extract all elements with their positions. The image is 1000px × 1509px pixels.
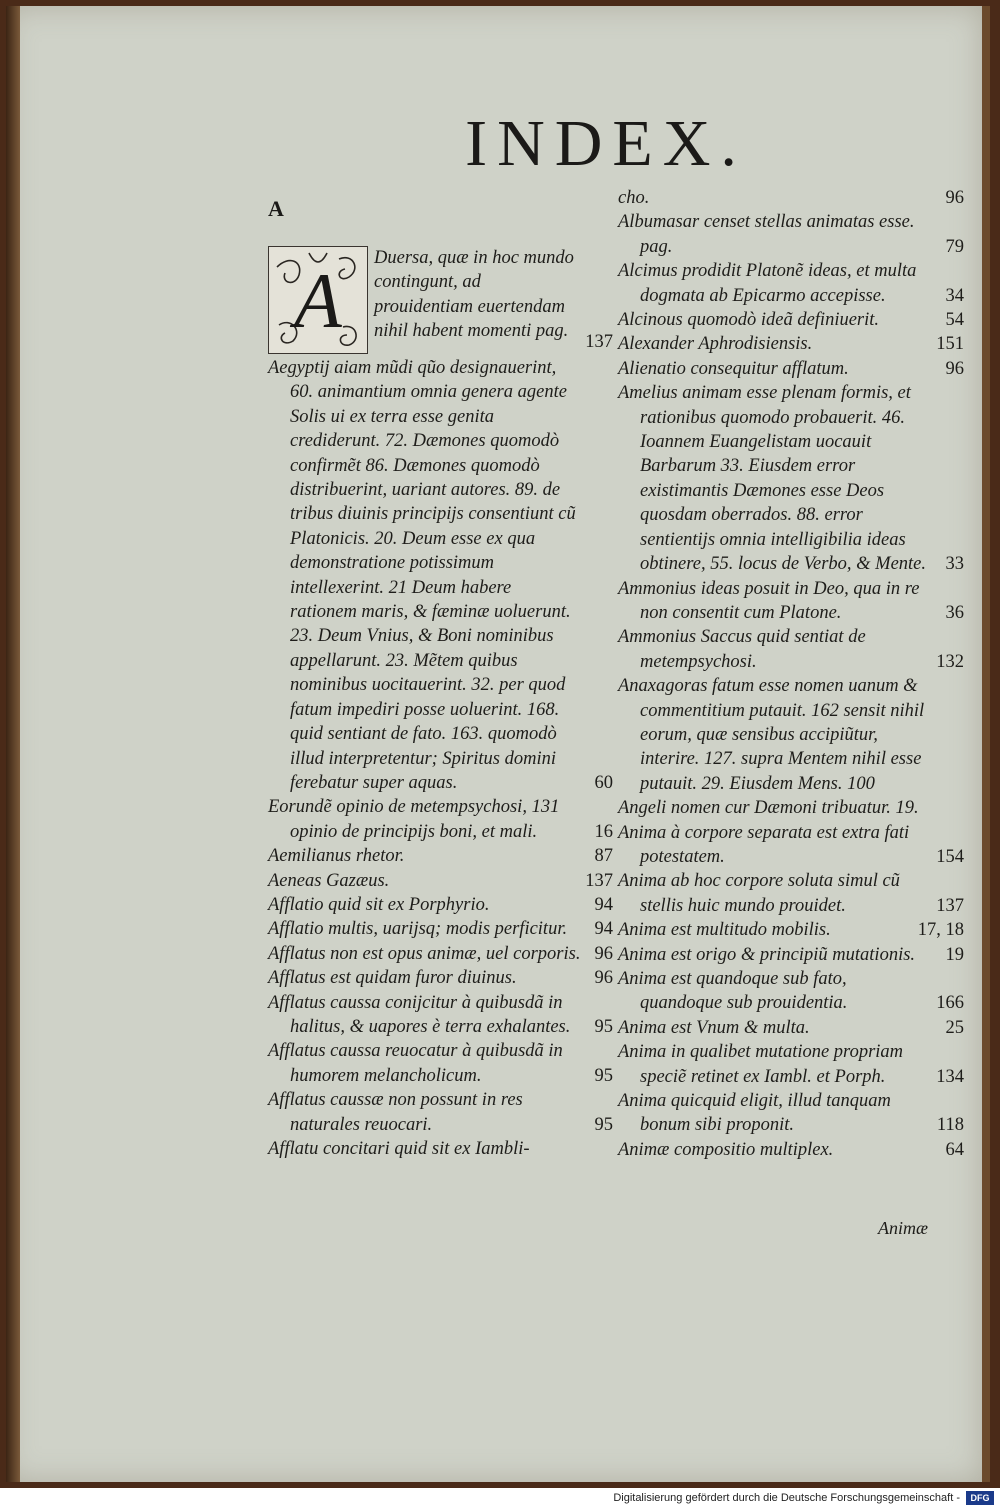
entry-text: Alcimus prodidit Platonẽ ideas, et multa dogmata ab Epicarmo accepisse. xyxy=(618,261,917,306)
index-entry xyxy=(618,796,964,820)
page-reference: 166 xyxy=(936,993,964,1014)
index-entry xyxy=(618,308,964,332)
entry-text: Anima ab hoc corpore soluta simul cũ stellis huic mundo prouidet. xyxy=(618,871,900,916)
index-entry xyxy=(268,795,613,844)
entry-text: Afflatio quid sit ex Porphyrio. xyxy=(268,894,490,915)
page-reference: 17, 18 xyxy=(917,920,964,941)
entry-text: Afflatus caussa reuocatur à quibusdã in humorem melancholicum. xyxy=(268,1041,563,1086)
left-entry-list xyxy=(268,356,613,1161)
initial-entry-block xyxy=(268,246,613,354)
page-reference: 16 xyxy=(594,821,613,842)
index-entry xyxy=(268,991,613,1040)
decorated-initial-icon xyxy=(268,246,368,354)
index-entry xyxy=(618,943,964,967)
entry-text: Aegyptij aiam mũdi qũo designauerint, 60. animantium omnia genera agente Solis ui ex terra esse genita crediderunt. 72. Dæmones quomodò confirmẽt 86. Dæmones quomodò distribuerint, uariant autores. 89. de tribus diuinis principijs consentiunt cũ Platonicis. 20. Deum esse ex qua demonstratione potissimum intellexerint. 21 Deum habere rationem maris, & fæminæ uoluerunt. 23. Deum Vnius, & Boni nominibus appellarunt. 23. Mẽtem quibus nominibus uocitauerint. 32. per quod fatum impediri posse uoluerint. 168. quid sentiant de fato. 163. quomodò illud interpretentur; Spiritus domini ferebatur super aquas. xyxy=(268,358,576,793)
index-entry xyxy=(618,869,964,918)
index-entry xyxy=(618,967,964,1016)
entry-text: Eorundẽ opinio de metempsychosi, 131 opinio de principijs boni, et mali. xyxy=(268,797,560,842)
entry-text: Afflatus est quidam furor diuinus. xyxy=(268,968,517,989)
index-entry xyxy=(618,332,964,356)
page-reference: 34 xyxy=(945,285,964,306)
entry-text: Anima est Vnum & multa. xyxy=(618,1017,810,1038)
index-entry xyxy=(618,1089,964,1138)
index-entry xyxy=(618,259,964,308)
index-entry xyxy=(618,1138,964,1162)
page-reference: 64 xyxy=(945,1139,964,1160)
entry-text: Alienatio consequitur afflatum. xyxy=(618,358,849,379)
entry-text: Alcinous quomodò ideã definiuerit. xyxy=(618,310,880,331)
page-reference: 132 xyxy=(936,651,964,672)
page-reference: 54 xyxy=(945,310,964,331)
entry-text: Anima in qualibet mutatione propriam speciẽ retinet ex Iambl. et Porph. xyxy=(618,1042,904,1087)
entry-text: Afflatus caussa conijcitur à quibusdã in halitus, & uapores è terra exhalantes. xyxy=(268,992,571,1037)
page-reference: 151 xyxy=(936,334,964,355)
page-reference: 25 xyxy=(945,1017,964,1038)
page-reference: 96 xyxy=(945,188,964,208)
index-entry xyxy=(618,210,964,259)
index-column-right xyxy=(618,186,964,1162)
page-reference: 95 xyxy=(594,1016,613,1037)
index-entry xyxy=(618,674,964,796)
entry-text: Albumasar censet stellas animatas esse. pag. xyxy=(618,212,915,257)
svg-text:A: A xyxy=(294,257,342,344)
index-entry xyxy=(618,186,964,210)
entry-text: Afflatu concitari quid sit ex Iambli- xyxy=(268,1139,530,1159)
page-reference: 79 xyxy=(945,236,964,257)
entry-text: Afflatus caussæ non possunt in res naturales reuocari. xyxy=(268,1090,523,1135)
entry-text: Anaxagoras fatum esse nomen uanum & commentitium putauit. 162 sensit nihil eorum, quæ sensibus accipiũtur, interire. 127. supra Mentem nihil esse putauit. 29. Eiusdem Mens. 100 xyxy=(618,676,925,794)
page-reference: 33 xyxy=(945,554,964,575)
page-title: INDEX. xyxy=(465,107,747,180)
entry-text: Aemilianus rhetor. xyxy=(268,846,405,867)
entry-text: Afflatus non est opus animæ, uel corporis. xyxy=(268,943,581,964)
page-reference: 60 xyxy=(594,772,613,793)
entry-text: Aeneas Gazæus. xyxy=(268,870,390,891)
page-reference: 36 xyxy=(945,602,964,623)
footer-text: Digitalisierung gefördert durch die Deutsche Forschungsgemeinschaft - xyxy=(613,1492,960,1504)
page-reference: 94 xyxy=(594,919,613,940)
book-page xyxy=(6,6,990,1482)
entry-text: cho. xyxy=(618,188,650,208)
page-reference: 19 xyxy=(945,944,964,965)
book-spine xyxy=(6,6,20,1482)
page-reference: 96 xyxy=(594,968,613,989)
index-entry xyxy=(268,942,613,966)
dfg-logo-icon: DFG xyxy=(966,1491,994,1505)
page-reference: 137 xyxy=(936,895,964,916)
entry-text: Afflatio multis, uarijsq; modis perficitur. xyxy=(268,919,568,940)
index-entry xyxy=(268,1088,613,1137)
right-entry-list xyxy=(618,186,964,1162)
page-reference: 95 xyxy=(594,1065,613,1086)
entry-text: Anima quicquid eligit, illud tanquam bonum sibi proponit. xyxy=(618,1091,891,1136)
entry-text: Alexander Aphrodisiensis. xyxy=(618,334,813,355)
index-entry xyxy=(268,844,613,868)
page-reference: 95 xyxy=(594,1114,613,1135)
index-entry xyxy=(618,625,964,674)
page-reference: 96 xyxy=(594,943,613,964)
index-entry xyxy=(618,1016,964,1040)
entry-text: Amelius animam esse plenam formis, et rationibus quomodo probauerit. 46. Ioannem Euangelistam uocauit Barbarum 33. Eiusdem error existimantis Dæmones esse Deos quosdam oberrados. 88. error sentientijs omnia intelligibilia ideas obtinere, 55. locus de Verbo, & Mente. xyxy=(618,383,927,575)
entry-text: Anima à corpore separata est extra fati potestatem. xyxy=(618,822,910,867)
index-entry xyxy=(374,246,613,354)
section-letter: A xyxy=(268,196,284,221)
page-reference: 87 xyxy=(594,846,613,867)
entry-text: Ammonius Saccus quid sentiat de metempsychosi. xyxy=(618,627,866,672)
index-entry xyxy=(268,869,613,893)
index-entry xyxy=(618,1040,964,1089)
index-column-left xyxy=(268,246,613,1161)
index-entry xyxy=(268,1039,613,1088)
page-reference: 137 xyxy=(585,331,613,352)
entry-text: Anima est multitudo mobilis. xyxy=(618,920,831,941)
page-reference: 118 xyxy=(936,1115,964,1136)
digitization-footer xyxy=(0,1488,1000,1509)
page-reference: 94 xyxy=(594,894,613,915)
index-entry xyxy=(268,1137,613,1161)
index-entry xyxy=(618,918,964,942)
page-reference: 137 xyxy=(585,870,613,891)
index-entry xyxy=(268,966,613,990)
index-entry xyxy=(268,356,613,795)
index-entry xyxy=(268,917,613,941)
index-entry xyxy=(268,893,613,917)
entry-text: Anima est origo & principiũ mutationis. xyxy=(618,944,916,965)
entry-text: Angeli nomen cur Dæmoni tribuatur. 19. xyxy=(618,798,919,819)
entry-text: Anima est quandoque sub fato, quandoque sub prouidentia. xyxy=(618,969,848,1014)
page-reference: 154 xyxy=(936,846,964,867)
index-entry xyxy=(618,821,964,870)
catchword: Animæ xyxy=(878,1218,929,1238)
entry-text: Ammonius ideas posuit in Deo, qua in re non consentit cum Platone. xyxy=(618,578,920,623)
page-reference: 134 xyxy=(936,1066,964,1087)
index-entry xyxy=(618,577,964,626)
index-entry xyxy=(618,381,964,576)
entry-text: Animæ compositio multiplex. xyxy=(618,1139,834,1160)
page-reference: 96 xyxy=(945,358,964,379)
index-entry xyxy=(618,357,964,381)
entry-text: Duersa, quæ in hoc mundo contingunt, ad prouidentiam euertendam nihil habent momenti pag. xyxy=(374,248,574,342)
